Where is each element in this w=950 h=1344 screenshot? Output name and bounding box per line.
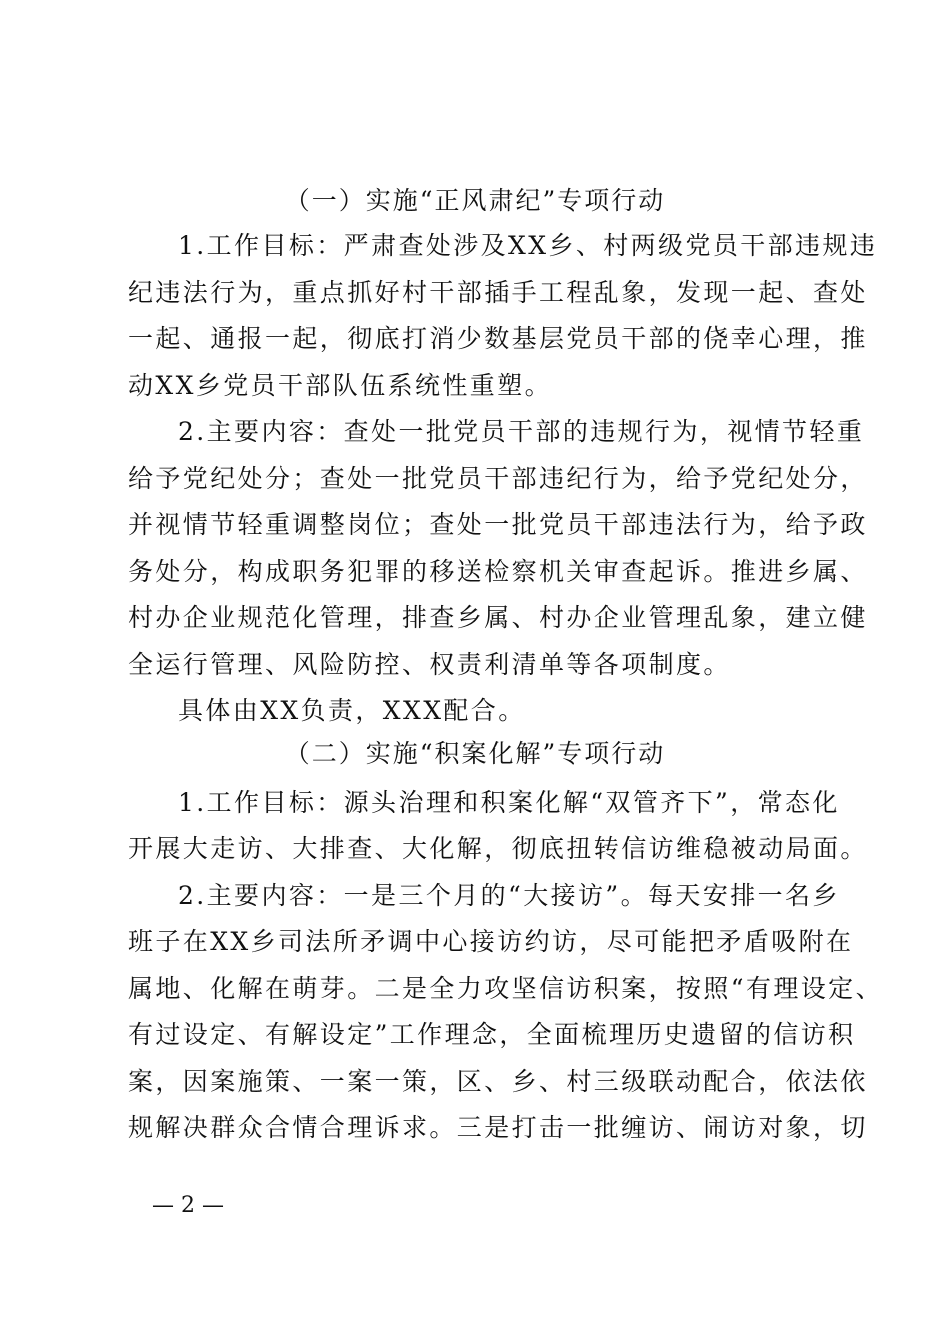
section-2-content-line: 有过设定、有解设定”工作理念，全面梳理历史遗留的信访积 bbox=[128, 1020, 856, 1049]
section-2-goal-line: 开展大走访、大排查、大化解，彻底扭转信访维稳被动局面。 bbox=[128, 834, 868, 863]
section-1-goal-line: 动XX乡党员干部队伍系统性重塑。 bbox=[128, 371, 552, 400]
page-number: — 2 — bbox=[152, 1193, 224, 1218]
section-1-responsibility: 具体由XX负责，XXX配合。 bbox=[178, 696, 526, 725]
section-2-heading: （二）实施“积案化解”专项行动 bbox=[284, 739, 666, 768]
section-1-content-line: 并视情节轻重调整岗位；查处一批党员干部违法行为，给予政 bbox=[128, 510, 868, 539]
section-1-goal-line: 1.工作目标：严肃查处涉及XX乡、村两级党员干部违规违 bbox=[178, 231, 878, 260]
section-1-content-line: 务处分，构成职务犯罪的移送检察机关审查起诉。推进乡属、 bbox=[128, 557, 868, 586]
section-1-goal-line: 纪违法行为，重点抓好村干部插手工程乱象，发现一起、查处 bbox=[128, 278, 868, 307]
section-1-goal-line: 一起、通报一起，彻底打消少数基层党员干部的侥幸心理，推 bbox=[128, 324, 868, 353]
section-1-content-line: 给予党纪处分；查处一批党员干部违纪行为，给予党纪处分， bbox=[128, 464, 868, 493]
section-2-content-line: 属地、化解在萌芽。二是全力攻坚信访积案，按照“有理设定、 bbox=[128, 974, 883, 1003]
section-1-heading: （一）实施“正风肃纪”专项行动 bbox=[284, 186, 666, 215]
section-1-content-line: 村办企业规范化管理，排查乡属、村办企业管理乱象，建立健 bbox=[128, 603, 868, 632]
section-1-content-line: 2.主要内容：查处一批党员干部的违规行为，视情节轻重 bbox=[178, 417, 865, 446]
section-2-content-line: 2.主要内容：一是三个月的“大接访”。每天安排一名乡 bbox=[178, 881, 840, 910]
section-2-content-line: 班子在XX乡司法所矛调中心接访约访，尽可能把矛盾吸附在 bbox=[128, 927, 854, 956]
section-2-goal-line: 1.工作目标：源头治理和积案化解“双管齐下”，常态化 bbox=[178, 788, 840, 817]
section-1-content-line: 全运行管理、风险防控、权责利清单等各项制度。 bbox=[128, 650, 731, 679]
section-2-content-line: 规解决群众合情合理诉求。三是打击一批缠访、闹访对象，切 bbox=[128, 1113, 868, 1142]
section-2-content-line: 案，因案施策、一案一策，区、乡、村三级联动配合，依法依 bbox=[128, 1067, 868, 1096]
